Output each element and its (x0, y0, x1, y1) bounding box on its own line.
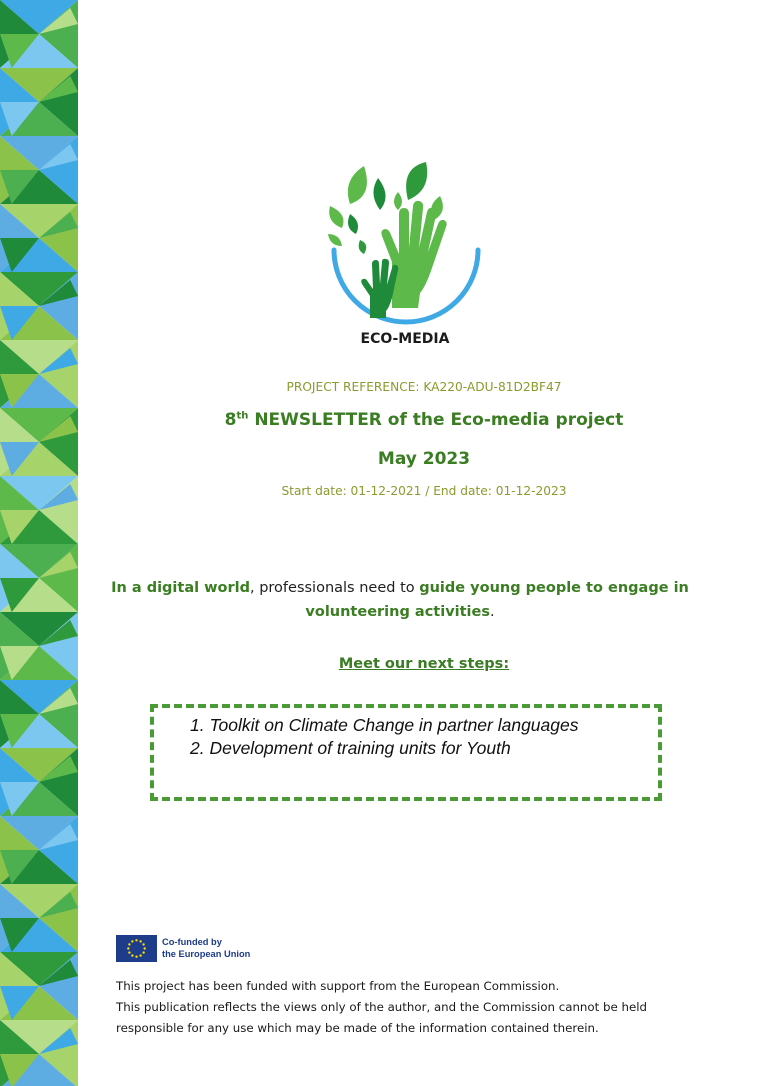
tagline-part-2: , professionals need to (249, 580, 420, 596)
eu-star (142, 951, 144, 953)
eu-star (128, 943, 130, 945)
disclaimer-line: This project has been funded with support from the European Commission. (116, 979, 560, 993)
eco-media-logo (320, 158, 490, 353)
disclaimer (116, 976, 736, 1039)
eu-star (127, 947, 129, 949)
eu-line-2: the European Union (162, 949, 251, 959)
steps-heading: Meet our next steps: (338, 656, 510, 672)
disclaimer-line: This publication reflects the views only of the author, and the Commission cannot be held (116, 1000, 647, 1014)
eu-star (128, 951, 130, 953)
tagline-part-3: guide young people to engage in volunteering activities (305, 580, 689, 620)
title-text: NEWSLETTER of the Eco-media project (248, 410, 624, 430)
tagline (104, 576, 696, 624)
steps-box (150, 704, 662, 801)
eu-star (135, 956, 137, 958)
eu-star (139, 940, 141, 942)
eu-star (135, 939, 137, 941)
eu-flag-icon (116, 935, 157, 962)
steps-list (190, 714, 579, 760)
eu-cofunded-label (162, 936, 250, 960)
eu-line-1: Co-funded by (162, 937, 222, 947)
title-ordinal-suffix: th (236, 410, 249, 422)
project-dates: Start date: 01-12-2021 / End date: 01-12-2023 (281, 484, 567, 498)
step-item: 1. Toolkit on Climate Change in partner languages (190, 715, 579, 735)
tagline-part-1: In a digital world (111, 580, 250, 596)
eu-star (131, 954, 133, 956)
title-ordinal: 8 (224, 410, 237, 430)
newsletter-month: May 2023 (377, 449, 471, 469)
decorative-border-strip (0, 0, 78, 1086)
eu-star (131, 940, 133, 942)
disclaimer-line: responsible for any use which may be made of the information contained therein. (116, 1021, 599, 1035)
logo-wordmark: ECO-MEDIA (360, 331, 450, 347)
newsletter-title (80, 410, 768, 430)
project-reference: PROJECT REFERENCE: KA220-ADU-81D2BF47 (286, 380, 562, 394)
eu-star (139, 954, 141, 956)
eu-star (142, 943, 144, 945)
eu-star (144, 947, 146, 949)
tagline-part-4: . (489, 604, 495, 620)
step-item: 2. Development of training units for Youth (190, 738, 511, 758)
